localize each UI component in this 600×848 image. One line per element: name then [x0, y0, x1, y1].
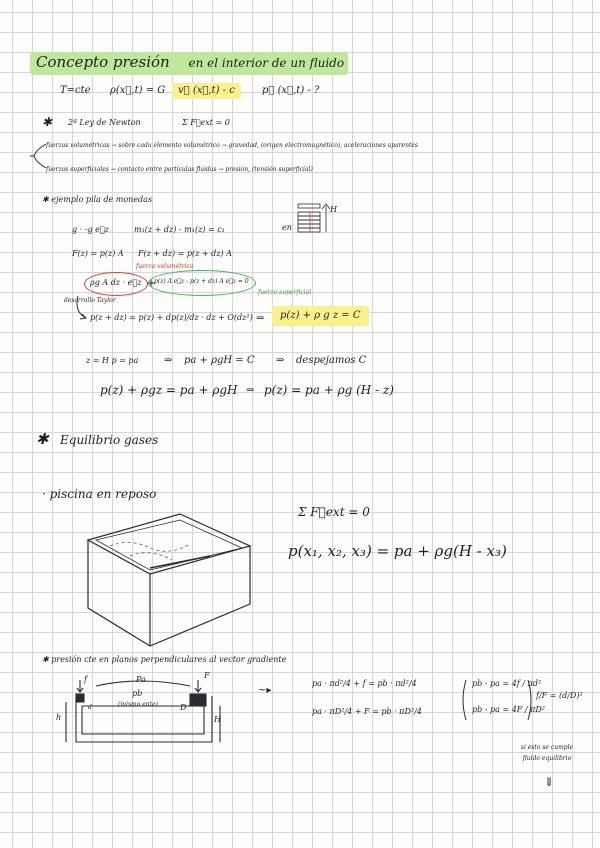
inside-label: (mismo ente) — [118, 701, 158, 708]
gases-label: Equilibrio gases — [60, 433, 159, 447]
pool-equation: p(x₁, x₂, x₃) = pa + ρg(H - x₃) — [288, 542, 507, 560]
hydraulic-press-drawing — [66, 680, 220, 742]
system-eq-1: pb - pa = 4f / πd² — [472, 679, 542, 688]
system-left-bracket — [463, 680, 466, 720]
arrow-right-1: ⇒ — [256, 313, 265, 324]
pool-drawing — [88, 514, 250, 646]
final-lhs: p(z) + ρgz = pa + ρgH — [100, 383, 238, 397]
planes-label: ✱ presión cte en planos perpendiculares al vector gradiente — [42, 655, 287, 664]
big-force-label: F — [204, 671, 210, 680]
newton-label: 2ª Ley de Newton — [68, 118, 141, 127]
coin-stack-figure — [298, 204, 330, 232]
boundary-condition: z = H p = pa — [86, 356, 139, 365]
title-rest: en el interior de un fluido — [188, 56, 345, 70]
taylor-expansion: p(z + dz) = p(z) + dp(z)/dz · dz + O(dz²) — [90, 313, 253, 322]
pa-label: Pa — [136, 675, 146, 684]
arrow-right-3: ⇒ — [276, 355, 285, 366]
force-top: F(z + dz) = p(z + dz) A — [138, 249, 232, 258]
pool-label: · piscina en reposo — [42, 487, 157, 501]
solve-constant: despejamos C — [296, 355, 367, 366]
mass-difference: m₁(z + dz) - m₁(z) = c₁ — [134, 225, 225, 234]
equilibrium-caption: si esto se cumple fluido equilibrio — [520, 744, 574, 763]
plus-sign: + — [146, 276, 157, 290]
final-rhs: p(z) = pa + ρg (H - z) — [264, 383, 394, 397]
volumetric-forces: fuerzas volumétricas → sobre cada elemento volumétrico → gravedad, (origen electromagnético), aceleraciones aparentes — [46, 142, 418, 149]
taylor-note: desarrollo Taylor — [64, 297, 116, 304]
system-eq-2: pb - pa = 4F / πD² — [472, 705, 546, 714]
force-ratio: f/F = (d/D)² — [536, 691, 583, 700]
constant-equation: pa + ρgH = C — [184, 355, 255, 366]
down-arrow: ⇓ — [544, 775, 555, 789]
density-field: ρ(x⃗,t) = G — [110, 85, 166, 96]
pool-sum: Σ F⃗ext = 0 — [298, 505, 370, 519]
newton-formula: Σ F⃗ext = 0 — [182, 118, 230, 127]
small-diameter-label: d — [88, 704, 92, 711]
pressure-field: p⃗ (x⃗,t) - ? — [262, 85, 320, 96]
equation-big: pa · πD²/4 + F = pb · πD²/4 — [312, 707, 422, 716]
taylor-curved-arrow — [77, 296, 86, 318]
result-highlight: p(z) + ρ g z = C — [272, 306, 369, 326]
arrow-right-2: ⇒ — [164, 355, 173, 366]
pb-label: pb — [132, 689, 143, 698]
forces-brace — [34, 144, 46, 168]
surface-forces: fuerzas superficiales → contacto entre partículas fluidas → presión, (tensión superficial) — [46, 166, 313, 173]
title-concepto: Concepto presión — [36, 53, 170, 71]
leads-to-arrow: ~▸ — [258, 685, 272, 696]
arrow-right-4: ⇒ — [246, 385, 255, 396]
tcte-label: T=cte — [60, 85, 91, 96]
height-H-label: H — [214, 715, 221, 724]
figure-height-label: H — [330, 205, 337, 214]
velocity-field: v⃗ (x⃗,t) - c — [172, 83, 241, 99]
volumetric-term: ρg A dz · e⃗z — [90, 278, 142, 287]
gravity-vector: g · -g e⃗z — [72, 225, 109, 234]
system-right-bracket — [528, 680, 531, 720]
big-diameter-label: D — [180, 703, 187, 712]
surface-note: fuerza superficial — [258, 289, 312, 296]
gases-bullet: ✱ — [36, 430, 49, 448]
example-title: ✱ ejemplo pila de monedas — [42, 195, 153, 204]
small-force-label: f — [84, 675, 87, 684]
equation-small: pa · πd²/4 + f = pb · πd²/4 — [312, 679, 417, 688]
surface-term: p(z) A e⃗z - p(z + dz) A e⃗z = 0 — [154, 278, 249, 285]
force-bottom: F(z) = p(z) A — [72, 249, 124, 258]
bullet-star: ✱ — [42, 115, 53, 129]
figure-prefix: en — [282, 223, 292, 232]
height-h-label: h — [56, 713, 62, 722]
volumetric-note: fuerza volumétrica — [136, 263, 194, 270]
